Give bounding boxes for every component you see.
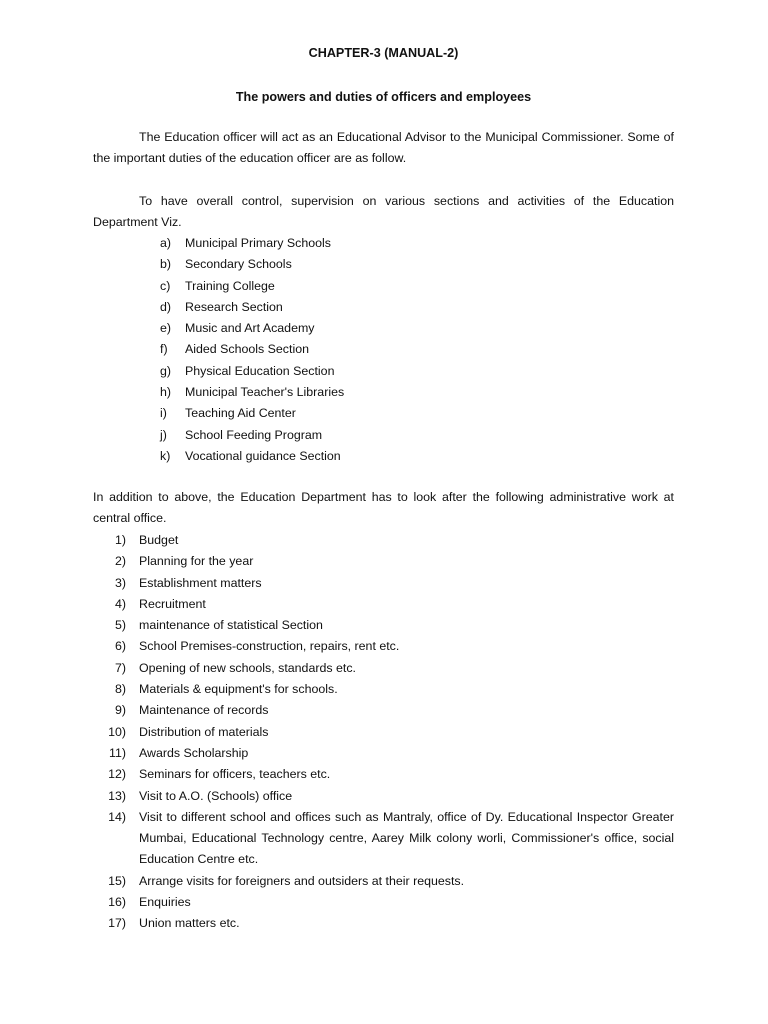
list-item-text: Training College xyxy=(185,278,275,293)
list-item xyxy=(93,446,674,467)
list-marker: d) xyxy=(160,299,172,314)
list-item xyxy=(93,551,674,572)
list-item xyxy=(93,297,674,318)
list-marker: 8) xyxy=(114,682,126,697)
list-item xyxy=(93,254,674,275)
list-marker: b) xyxy=(160,257,172,272)
list-item-text: Recruitment xyxy=(139,596,206,611)
list-item xyxy=(93,382,674,403)
list-item xyxy=(93,722,674,743)
list-item-text: School Premises-construction, repairs, rent etc. xyxy=(139,639,400,654)
list-marker: 11) xyxy=(109,745,126,760)
list-item-text: Opening of new schools, standards etc. xyxy=(139,660,356,675)
list-item-text: Arrange visits for foreigners and outsiders at their requests. xyxy=(139,873,465,888)
list-item-text: School Feeding Program xyxy=(185,427,323,442)
list-item xyxy=(93,276,674,297)
list-item xyxy=(93,425,674,446)
list-item xyxy=(93,403,674,424)
section-heading: The powers and duties of officers and employees xyxy=(235,90,532,104)
list-marker: j) xyxy=(160,427,167,442)
list-item-text: Music and Art Academy xyxy=(185,321,315,336)
list-marker: a) xyxy=(160,236,172,250)
list-marker: 1) xyxy=(114,533,126,547)
list-marker: k) xyxy=(160,448,171,463)
list-marker: e) xyxy=(160,321,172,336)
list-marker: 10) xyxy=(108,724,126,739)
list-item-text: Research Section xyxy=(185,299,283,314)
admin-paragraph: In addition to above, the Education Department has to look after the following administrative work at central office. xyxy=(93,490,674,526)
list-item xyxy=(93,892,674,913)
list-item xyxy=(93,700,674,721)
list-item-text: Establishment matters xyxy=(139,575,262,590)
list-item-text: Teaching Aid Center xyxy=(185,406,296,421)
list-marker: 13) xyxy=(108,788,126,803)
list-marker: g) xyxy=(160,363,172,378)
list-item-text: Visit to different school and offices such as Mantraly, office of Dy. Educational Inspector Greater Mumbai, Educational Technology centre, Aarey Milk colony worli, Commissioner's office, social Education Centre etc. xyxy=(139,809,674,867)
list-marker: 9) xyxy=(114,703,126,718)
list-marker: c) xyxy=(160,278,171,293)
list-item xyxy=(93,361,674,382)
list-item-text: Aided Schools Section xyxy=(185,342,309,357)
list-item-text: maintenance of statistical Section xyxy=(139,618,323,633)
list-item xyxy=(93,871,674,892)
list-item-text: Maintenance of records xyxy=(139,703,269,718)
intro-paragraph: The Education officer will act as an Educational Advisor to the Municipal Commissioner. Some of the important duties of the education officer are as follow. xyxy=(93,130,674,166)
list-item xyxy=(93,573,674,594)
sections-list xyxy=(93,233,674,467)
list-marker: 2) xyxy=(114,554,126,569)
list-item xyxy=(93,807,674,871)
list-marker: 6) xyxy=(114,639,126,654)
list-marker: 3) xyxy=(114,575,126,590)
list-marker: 15) xyxy=(108,873,126,888)
list-marker: i) xyxy=(160,406,167,421)
admin-work-list xyxy=(93,530,674,935)
list-marker: 14) xyxy=(108,809,126,824)
list-marker: 16) xyxy=(108,895,126,910)
list-item-text: Budget xyxy=(139,533,179,547)
list-item xyxy=(93,615,674,636)
list-marker: h) xyxy=(160,385,172,400)
list-item-text: Physical Education Section xyxy=(185,363,335,378)
chapter-title: CHAPTER-3 (MANUAL-2) xyxy=(308,46,459,60)
list-item-text: Vocational guidance Section xyxy=(185,448,341,463)
list-item xyxy=(93,913,674,934)
list-item-text: Enquiries xyxy=(139,895,191,910)
list-marker: 7) xyxy=(114,660,126,675)
list-item xyxy=(93,679,674,700)
list-marker: f) xyxy=(160,342,168,357)
list-item xyxy=(93,530,674,551)
list-item-text: Visit to A.O. (Schools) office xyxy=(139,788,293,803)
list-item xyxy=(93,764,674,785)
list-item-text: Municipal Teacher's Libraries xyxy=(185,385,345,400)
list-item xyxy=(93,636,674,657)
list-item-text: Seminars for officers, teachers etc. xyxy=(139,767,331,782)
list-item xyxy=(93,658,674,679)
list-item xyxy=(93,786,674,807)
list-item xyxy=(93,743,674,764)
list-marker: 5) xyxy=(114,618,126,633)
list-marker: 4) xyxy=(114,596,126,611)
list-item xyxy=(93,318,674,339)
list-item-text: Materials & equipment's for schools. xyxy=(139,682,338,697)
list-item-text: Union matters etc. xyxy=(139,916,240,931)
list-item xyxy=(93,233,674,254)
list-marker: 12) xyxy=(108,767,126,782)
list-item xyxy=(93,594,674,615)
list-item-text: Distribution of materials xyxy=(139,724,269,739)
list-marker: 17) xyxy=(108,916,126,931)
list-item-text: Planning for the year xyxy=(139,554,254,569)
list-item-text: Awards Scholarship xyxy=(139,745,249,760)
list-item xyxy=(93,339,674,360)
list-item-text: Municipal Primary Schools xyxy=(185,236,331,250)
control-paragraph: To have overall control, supervision on various sections and activities of the Education Department Viz. xyxy=(93,194,674,230)
list-item-text: Secondary Schools xyxy=(185,257,292,272)
